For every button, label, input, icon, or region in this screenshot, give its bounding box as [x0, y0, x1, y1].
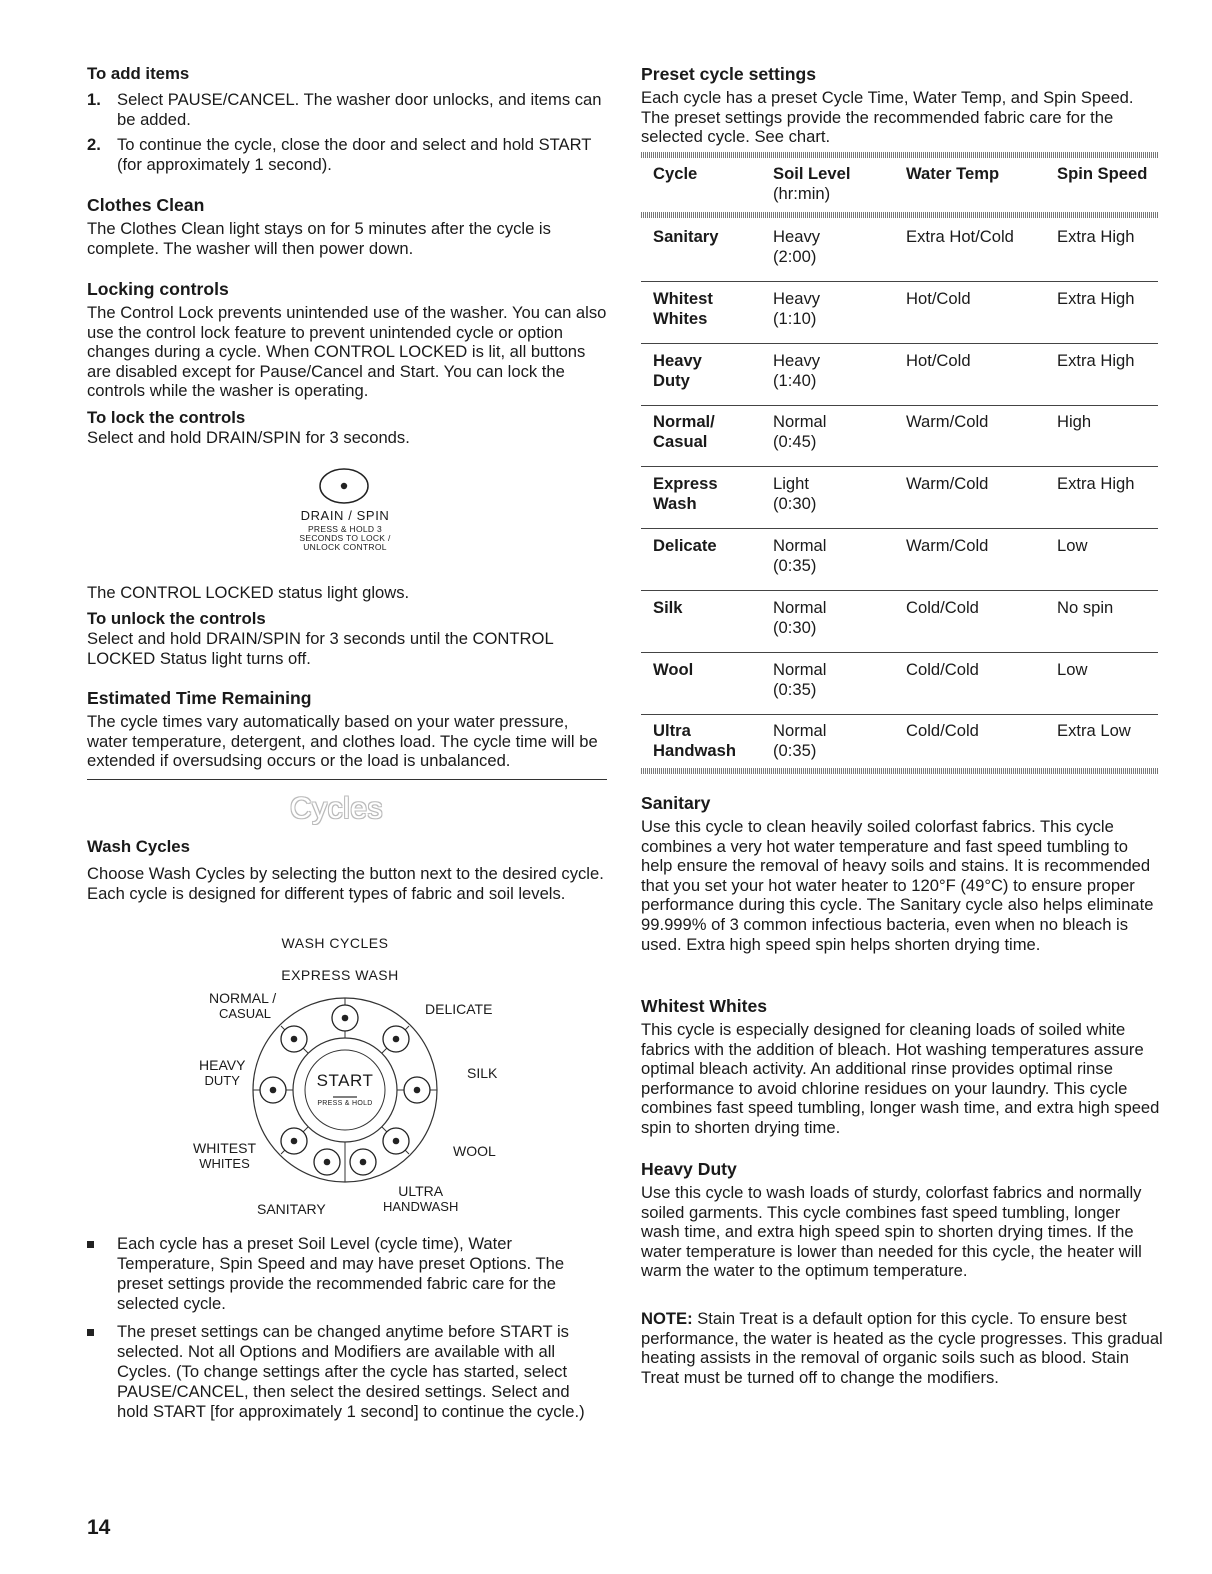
heavy-duty-heading: Heavy Duty [641, 1159, 737, 1179]
cell-soil-level: Normal [773, 721, 827, 740]
table-row [641, 289, 1158, 337]
cell-spin-speed: Low [1057, 660, 1088, 679]
cell-spin-speed: No spin [1057, 598, 1114, 617]
cell-water-temp: Warm/Cold [906, 474, 989, 493]
heavy-duty-label [199, 1057, 245, 1088]
table-top-border [641, 152, 1158, 158]
label-line: HEAVY [199, 1057, 246, 1073]
header-line: Soil Level [773, 164, 851, 183]
cell-cycle-time: (0:35) [773, 741, 817, 760]
table-row [641, 474, 1158, 522]
locked-status-text: The CONTROL LOCKED status light glows. [87, 583, 410, 602]
label-line: WHITEST [193, 1140, 256, 1156]
cell-spin-speed: High [1057, 412, 1092, 431]
press-hold-label: PRESS & HOLD [317, 1100, 373, 1107]
cell-spin-speed: Extra High [1057, 351, 1135, 370]
cell-water-temp: Extra Hot/Cold [906, 227, 1014, 246]
cycle-notes-list [87, 1234, 602, 1430]
cell-cycle-line2: Whites [653, 309, 708, 328]
cell-soil-level: Heavy [773, 227, 821, 246]
cell-spin-speed: Low [1057, 536, 1088, 555]
cell-spin-speed: Extra High [1057, 289, 1135, 308]
cell-cycle-line2: Casual [653, 432, 708, 451]
list-item: The preset settings can be changed anytime before START is selected. Not all Options and Modifiers are available with all Cycles. (To change settings after the cycle has started, select PAUSE/CANCEL, then select the desired settings. Select and hold START [for approximately 1 second] to continue the cycle.) [87, 1322, 602, 1422]
lock-heading: To lock the controls [87, 408, 246, 427]
cell-soil-level: Heavy [773, 351, 821, 370]
row-divider [641, 652, 1158, 653]
cell-cycle-time: (1:10) [773, 309, 817, 328]
cell-soil-level: Normal [773, 598, 827, 617]
cell-cycle-time: (0:30) [773, 494, 817, 513]
note-label: NOTE: [641, 1309, 693, 1328]
cell-cycle-time: (0:45) [773, 432, 817, 451]
cell-cycle: Wool [653, 660, 694, 679]
table-row [641, 598, 1158, 646]
table-row [641, 660, 1158, 708]
lock-text: Select and hold DRAIN/SPIN for 3 seconds. [87, 428, 410, 447]
cell-water-temp: Cold/Cold [906, 660, 979, 679]
add-items-heading: To add items [87, 64, 190, 83]
header-line: (hr:min) [773, 183, 831, 203]
whitest-heading: Whitest Whites [641, 996, 768, 1016]
wash-cycle-dial [185, 930, 515, 1222]
cell-cycle: Ultra [653, 721, 691, 740]
cell-soil-level: Light [773, 474, 809, 493]
row-divider [641, 528, 1158, 529]
locking-heading: Locking controls [87, 279, 229, 299]
sanitary-text: Use this cycle to clean heavily soiled colorfast fabrics. This cycle combines a very hot water temperature and fast speed tumbling to help ensure the removal of heavy soils and stains. It is recommended that you set your hot water heater to 120°F (49°C) to ensure proper performance during this cycle. The Sanitary cycle also helps eliminate 99.999% of 3 common infectious bacteria, even when no bleach is used. Extra high speed spin helps shorten drying time. [641, 817, 1154, 954]
cell-water-temp: Warm/Cold [906, 412, 989, 431]
cycles-title: Cycles [290, 792, 384, 825]
cell-soil-level: Normal [773, 536, 827, 555]
cell-water-temp: Cold/Cold [906, 721, 979, 740]
drain-spin-button-icon [260, 466, 430, 506]
step-number: 1. [87, 90, 101, 109]
dial-title: WASH CYCLES [281, 935, 389, 951]
unlock-heading: To unlock the controls [87, 609, 266, 628]
table-header-border [641, 212, 1158, 218]
cell-water-temp: Hot/Cold [906, 289, 971, 308]
sublabel-line: PRESS & HOLD 3 [307, 524, 383, 534]
heavy-duty-note [641, 1309, 1163, 1387]
table-row [641, 412, 1158, 460]
step-text: To continue the cycle, close the door and select and hold START (for approximately 1 second). [117, 135, 592, 174]
cell-spin-speed: Extra High [1057, 227, 1135, 246]
sublabel-line: UNLOCK CONTROL [303, 542, 387, 552]
label-line: HANDWASH [383, 1199, 459, 1214]
table-row [641, 536, 1158, 584]
delicate-label: DELICATE [425, 1001, 493, 1017]
header-spin-speed: Spin Speed [1057, 164, 1148, 183]
sanitary-label: SANITARY [257, 1201, 326, 1217]
start-button-label: START [316, 1071, 374, 1090]
cell-cycle: Delicate [653, 536, 717, 555]
unlock-text: Select and hold DRAIN/SPIN for 3 seconds until the CONTROL LOCKED Status light turns off. [87, 629, 554, 668]
cell-cycle: Whitest [653, 289, 713, 308]
label-line: CASUAL [219, 1006, 272, 1021]
table-bottom-border [641, 768, 1158, 774]
sublabel-line: SECONDS TO LOCK / [299, 533, 391, 543]
table-row [641, 721, 1158, 769]
cell-water-temp: Warm/Cold [906, 536, 989, 555]
drain-spin-illustration [260, 466, 430, 562]
cell-cycle-time: (1:40) [773, 371, 817, 390]
cell-cycle-line2: Duty [653, 371, 690, 390]
add-items-steps [87, 90, 607, 174]
header-water-temp: Water Temp [906, 164, 1000, 183]
wash-cycles-heading: Wash Cycles [87, 837, 190, 856]
sanitary-heading: Sanitary [641, 793, 711, 813]
section-divider [87, 779, 607, 780]
estimated-time-text: The cycle times vary automatically based on your water pressure, water temperature, detergent, and clothes load. The cycle time will be extended if oversudsing occurs or the load is unbalanced. [87, 712, 598, 771]
whitest-text: This cycle is especially designed for cleaning loads of soiled white fabrics with the addition of bleach. Hot washing temperatures assure optimal bleach activity. An additional rinse provides optimal rinse performance to avoid chlorine residues on your laundry. This cycle combines fast speed tumbling, longer wash time, and extra high speed spin to shorten drying time. [641, 1020, 1160, 1137]
cell-spin-speed: Extra Low [1057, 721, 1131, 740]
heavy-duty-text: Use this cycle to wash loads of sturdy, colorfast fabrics and normally soiled garments. This cycle combines fast speed tumbling, longer wash time, and extra high speed spin to shorten drying times. If the water temperature is lower than needed for this cycle, the heater will warm the water to the optimum temperature. [641, 1183, 1142, 1281]
cell-spin-speed: Extra High [1057, 474, 1135, 493]
cell-cycle-line2: Wash [653, 494, 697, 513]
drain-spin-label: DRAIN / SPIN [300, 508, 390, 523]
label-line: NORMAL / [209, 990, 277, 1006]
express-wash-label: EXPRESS WASH [281, 967, 399, 983]
cell-soil-level: Normal [773, 412, 827, 431]
label-line: ULTRA [398, 1183, 444, 1199]
step-text: Select PAUSE/CANCEL. The washer door unlocks, and items can be added. [117, 90, 602, 129]
list-item: Each cycle has a preset Soil Level (cycle time), Water Temperature, Spin Speed and may have preset Options. The preset settings provide the recommended fabric care for the selected cycle. [87, 1234, 602, 1314]
locking-text: The Control Lock prevents unintended use of the washer. You can also use the control lock feature to prevent unintended cycle or option changes during a cycle. When CONTROL LOCKED is lit, all buttons are disabled except for Pause/Cancel and Start. You can lock the controls while the washer is operating. [87, 303, 607, 401]
cell-cycle: Express [653, 474, 718, 493]
cell-cycle: Heavy [653, 351, 702, 370]
row-divider [641, 714, 1158, 715]
table-header [641, 164, 1158, 204]
row-divider [641, 405, 1158, 406]
list-item [87, 135, 607, 174]
cell-water-temp: Cold/Cold [906, 598, 979, 617]
row-divider [641, 466, 1158, 467]
cell-cycle-time: (2:00) [773, 247, 817, 266]
table-row [641, 227, 1158, 275]
estimated-time-heading: Estimated Time Remaining [87, 688, 312, 708]
cell-cycle-time: (0:35) [773, 680, 817, 699]
header-cycle: Cycle [653, 164, 698, 183]
silk-label: SILK [467, 1065, 498, 1081]
preset-text: Each cycle has a preset Cycle Time, Water Temp, and Spin Speed. The preset settings provide the recommended fabric care for the selected cycle. See chart. [641, 88, 1134, 147]
drain-spin-sublabel [260, 525, 430, 552]
cell-cycle: Sanitary [653, 227, 719, 246]
cell-cycle-time: (0:35) [773, 556, 817, 575]
cell-cycle-line2: Handwash [653, 741, 736, 760]
cell-cycle: Silk [653, 598, 683, 617]
note-text: Stain Treat is a default option for this cycle. To ensure best performance, the water is heated as the cycle progresses. This gradual heating assists in the removal of organic soils such as blood. Stain Treat must be turned off to change the modifiers. [641, 1309, 1163, 1387]
step-number: 2. [87, 135, 101, 155]
cell-cycle: Normal/ [653, 412, 715, 431]
wash-cycles-text: Choose Wash Cycles by selecting the button next to the desired cycle. Each cycle is designed for different types of fabric and soil levels. [87, 864, 604, 903]
clothes-clean-heading: Clothes Clean [87, 195, 205, 215]
page-number: 14 [87, 1516, 111, 1539]
row-divider [641, 343, 1158, 344]
clothes-clean-text: The Clothes Clean light stays on for 5 minutes after the cycle is complete. The washer will then power down. [87, 219, 551, 258]
row-divider [641, 281, 1158, 282]
wool-label: WOOL [453, 1143, 496, 1159]
cell-soil-level: Normal [773, 660, 827, 679]
list-item [87, 90, 607, 129]
cell-water-temp: Hot/Cold [906, 351, 971, 370]
table-row [641, 351, 1158, 399]
header-soil-level [773, 164, 850, 203]
cell-cycle-time: (0:30) [773, 618, 817, 637]
row-divider [641, 590, 1158, 591]
label-line: DUTY [204, 1073, 240, 1088]
preset-heading: Preset cycle settings [641, 64, 817, 84]
label-line: WHITES [199, 1156, 250, 1171]
cell-soil-level: Heavy [773, 289, 821, 308]
